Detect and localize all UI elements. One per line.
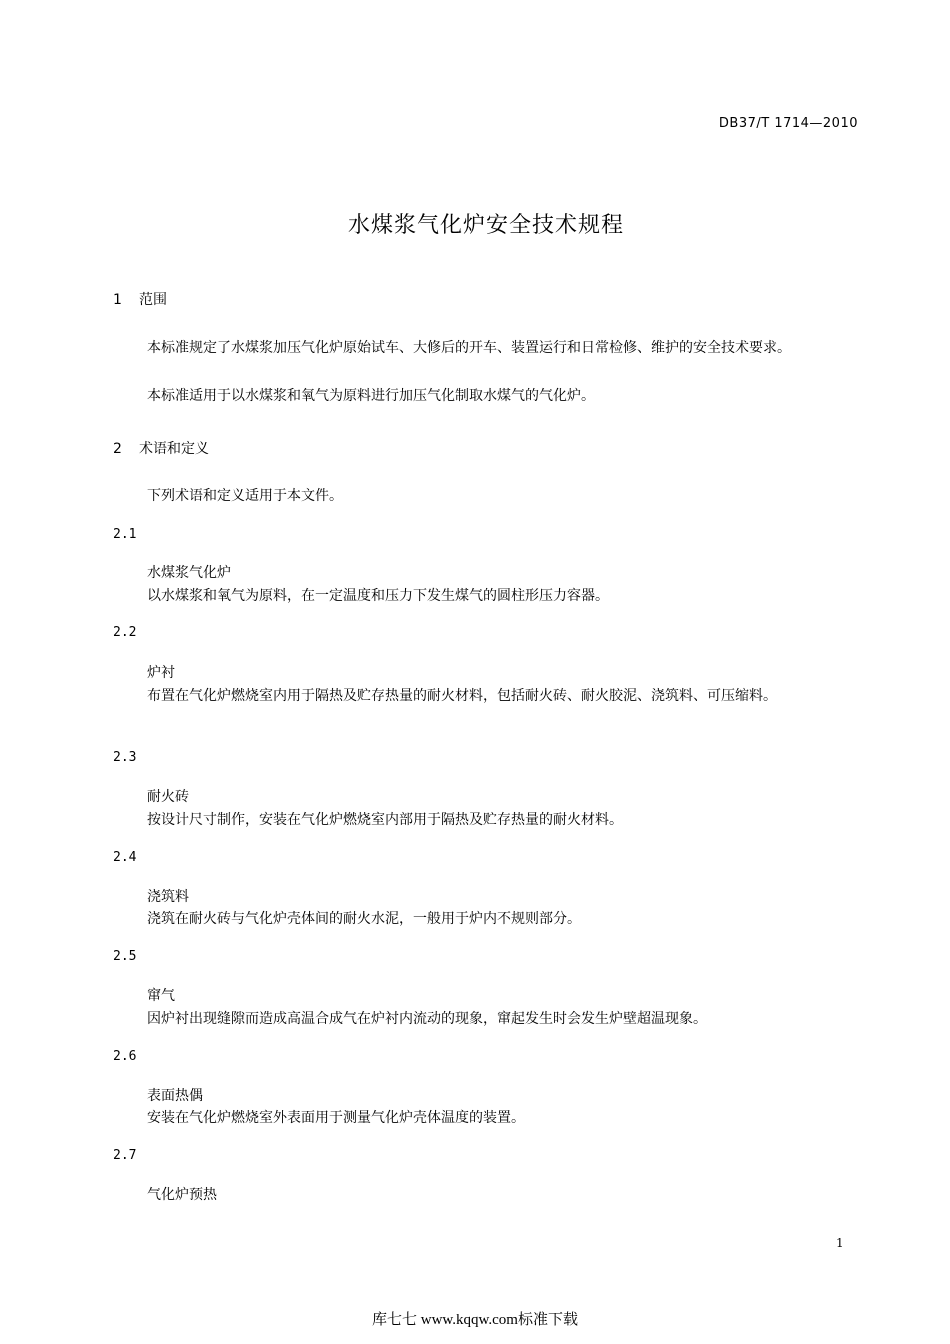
document-title: 水煤浆气化炉安全技术规程 <box>347 213 624 238</box>
term-number: 2.7 <box>113 1148 137 1163</box>
page-number: 1 <box>836 1236 844 1250</box>
section-heading-terms <box>113 438 209 458</box>
terms-intro-paragraph: 下列术语和定义适用于本文件。 <box>147 488 343 504</box>
term-definition: 以水煤浆和氧气为原料，在一定温度和压力下发生煤气的圆柱形压力容器。 <box>147 588 609 604</box>
term-name: 气化炉预热 <box>147 1187 217 1203</box>
term-definition: 布置在气化炉燃烧室内用于隔热及贮存热量的耐火材料，包括耐火砖、耐火胶泥、浇筑料、可压缩料。 <box>147 688 777 704</box>
footer-watermark: 库七七 www.kqqw.com标准下载 <box>372 1312 578 1328</box>
section-number: 1 <box>113 292 122 308</box>
standard-code: DB37/T 1714—2010 <box>718 116 858 131</box>
term-number: 2.2 <box>113 625 137 640</box>
term-number: 2.1 <box>113 527 137 542</box>
term-name: 耐火砖 <box>147 789 189 805</box>
scope-paragraph-1: 本标准规定了水煤浆加压气化炉原始试车、大修后的开车、装置运行和日常检修、维护的安全技术要求。 <box>147 340 791 356</box>
section-heading-scope <box>113 289 167 309</box>
term-name: 窜气 <box>147 988 175 1004</box>
term-number: 2.3 <box>113 750 137 765</box>
section-number: 2 <box>113 441 122 457</box>
term-number: 2.6 <box>113 1049 137 1064</box>
term-number: 2.4 <box>113 850 137 865</box>
term-number: 2.5 <box>113 949 137 964</box>
term-definition: 浇筑在耐火砖与气化炉壳体间的耐火水泥，一般用于炉内不规则部分。 <box>147 911 581 927</box>
section-title: 术语和定义 <box>139 441 209 457</box>
term-definition: 按设计尺寸制作，安装在气化炉燃烧室内部用于隔热及贮存热量的耐火材料。 <box>147 812 623 828</box>
term-definition: 安装在气化炉燃烧室外表面用于测量气化炉壳体温度的装置。 <box>147 1110 525 1126</box>
term-name: 浇筑料 <box>147 889 189 905</box>
term-name: 表面热偶 <box>147 1088 203 1104</box>
term-definition: 因炉衬出现缝隙而造成高温合成气在炉衬内流动的现象，窜起发生时会发生炉壁超温现象。 <box>147 1011 707 1027</box>
term-name: 炉衬 <box>147 665 175 681</box>
term-name: 水煤浆气化炉 <box>147 565 231 581</box>
scope-paragraph-2: 本标准适用于以水煤浆和氧气为原料进行加压气化制取水煤气的气化炉。 <box>147 388 595 404</box>
section-title: 范围 <box>139 292 167 308</box>
